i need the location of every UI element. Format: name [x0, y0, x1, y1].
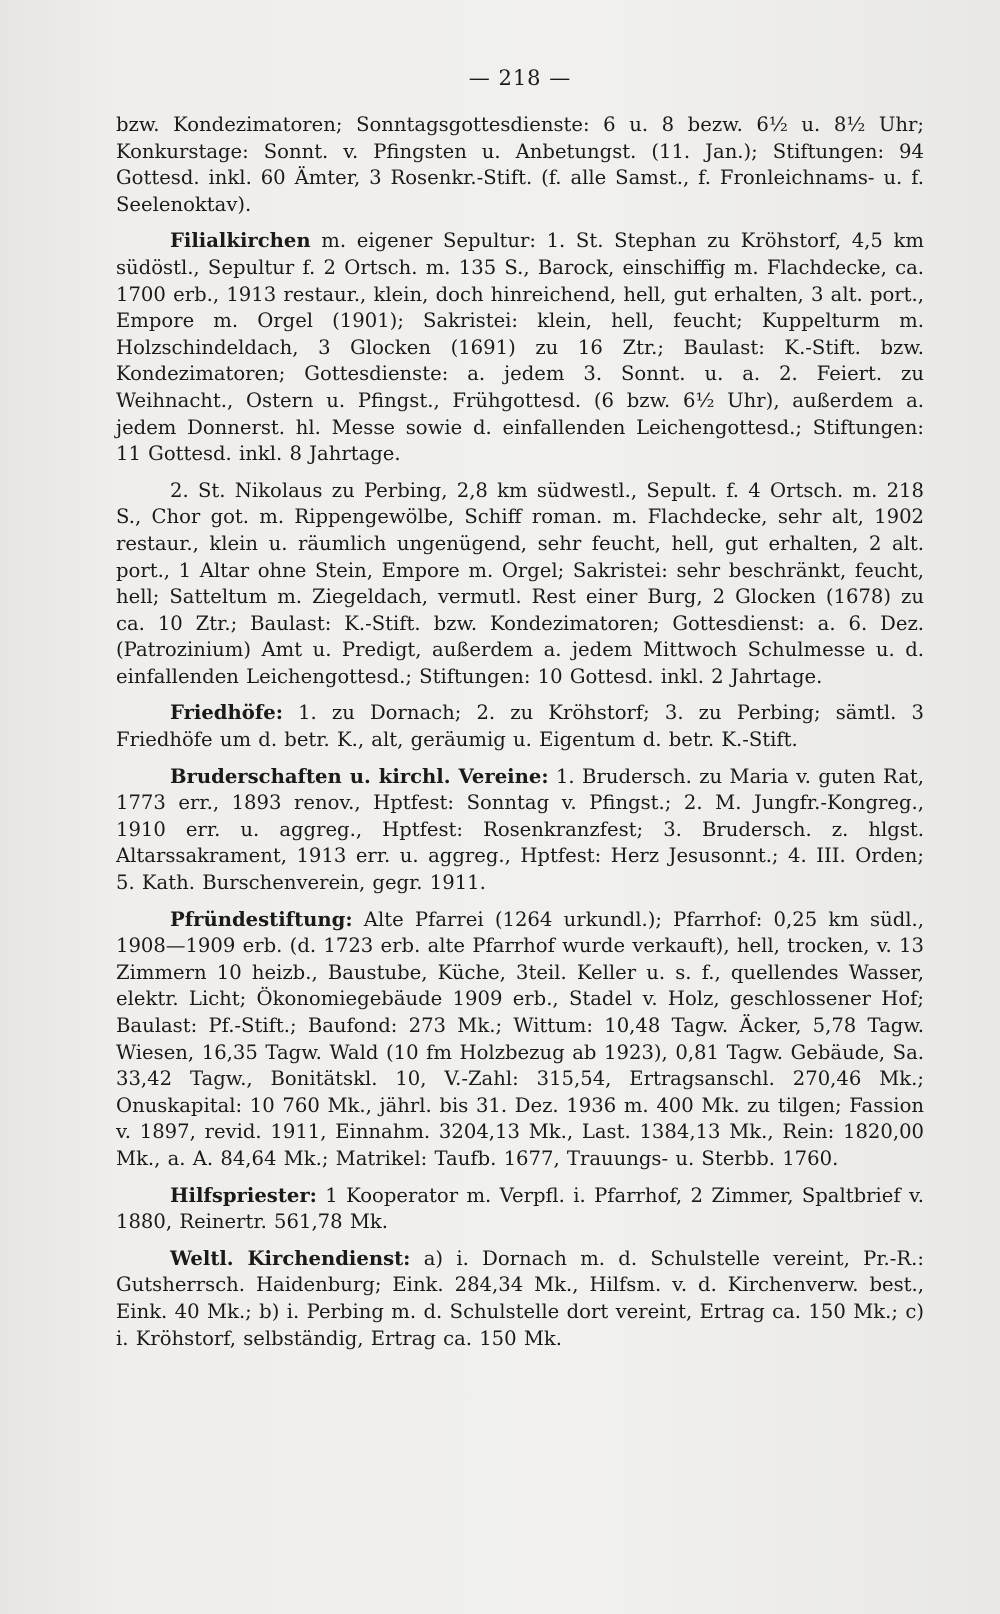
paragraph-text: Alte Pfarrei (1264 urkundl.); Pfarrhof: 0,25 km südl., 1908—1909 erb. (d. 1723 erb. alte Pfarrhof wurde verkauft), hell, trocken, v. 13 Zimmern 10 heizb., Baustube, Küche, 3teil. Keller u. s. f., quellendes Wasser, elektr. Licht; Ökonomiegebäude 1909 erb., Stadel v. Holz, geschlossener Hof; Baulast: Pf.-Stift.; Baufond: 273 Mk.; Wittum: 10,48 Tagw. Äcker, 5,78 Tagw. Wiesen, 16,35 Tagw. Wald (10 fm Holzbezug ab 1923), 0,81 Tagw. Gebäude, Sa. 33,42 Tagw., Bonitätskl. 10, V.-Zahl: 315,54, Ertragsanschl. 270,46 Mk.; Onuskapital: 10 760 Mk., jährl. bis 31. Dez. 1936 m. 400 Mk. zu tilgen; Fassion v. 1897, revid. 1911, Einnahm. 3204,13 Mk., Last. 1384,13 Mk., Rein: 1820,00 Mk., a. A. 84,64 Mk.; Matrikel: Taufb. 1677, Trauungs- u. Sterbb. 1760. [116, 907, 924, 1170]
paragraph-text: bzw. Kondezimatoren; Sonntagsgottesdienste: 6 u. 8 bezw. 6½ u. 8½ Uhr; Konkurstage: Sonnt. v. Pfingsten u. Anbetungst. (11. Jan.); Stiftungen: 94 Gottesd. inkl. 60 Ämter, 3 Rosenkr.-Stift. (f. alle Samst., f. Fronleichnams- u. f. Seelenoktav). [116, 113, 924, 216]
paragraph-text: 1. Brudersch. zu Maria v. guten Rat, 1773 err., 1893 renov., Hptfest: Sonntag v. Pfingst.; 2. M. Jungfr.-Kongreg., 1910 err. u. aggreg., Hptfest: Rosenkranzfest; 3. Brudersch. z. hlgst. Altarssakrament, 1913 err. u. aggreg., Hptfest: Herz Jesusonnt.; 4. III. Orden; 5. Kath. Burschenverein, gegr. 1911. [116, 764, 924, 895]
paragraph-heading: Filialkirchen [170, 229, 311, 253]
paragraph-text: 1. zu Dornach; 2. zu Kröhstorf; 3. zu Perbing; sämtl. 3 Friedhöfe um d. betr. K., alt, geräumig u. Eigentum d. betr. K.-Stift. [116, 701, 924, 752]
paragraph-friedhoefe [116, 700, 924, 753]
paragraph-kirchendienst [116, 1246, 924, 1352]
paragraph-text: a) i. Dornach m. d. Schulstelle vereint, Pr.-R.: Gutsherrsch. Haidenburg; Eink. 284,34 Mk., Hilfsm. v. d. Kirchenverw. best., Eink. 40 Mk.; b) i. Perbing m. d. Schulstelle dort vereint, Ertrag ca. 150 Mk.; c) i. Kröhstorf, selbständig, Ertrag ca. 150 Mk. [116, 1246, 924, 1350]
paragraph-text: 2. St. Nikolaus zu Perbing, 2,8 km südwestl., Sepult. f. 4 Ortsch. m. 218 S., Chor got. m. Rippengewölbe, Schiff roman. m. Flachdecke, sehr alt, 1902 restaur., klein u. räumlich ungenügend, sehr feucht, hell, gut erhalten, 2 alt. port., 1 Altar ohne Stein, Empore m. Orgel; Sakristei: sehr beschränkt, feucht, hell; Satteltum m. Ziegeldach, vermutl. Rest einer Burg, 2 Glocken (1678) zu ca. 10 Ztr.; Baulast: K.-Stift. bzw. Kondezimatoren; Gottesdienst: a. 6. Dez. (Patrozinium) Amt u. Predigt, außerdem a. jedem Mittwoch Schulmesse u. d. einfallenden Leichengottesd.; Stiftungen: 10 Gottesd. inkl. 2 Jahrtage. [116, 478, 924, 688]
paragraph-hilfspriester [116, 1183, 924, 1236]
paragraph-filialkirchen [116, 228, 924, 467]
page-number: — 218 — [468, 66, 572, 90]
paragraph-heading: Weltl. Kirchendienst: [170, 1246, 411, 1270]
paragraph-st-nikolaus [116, 478, 924, 691]
paragraph-text: m. eigener Sepultur: 1. St. Stephan zu Kröhstorf, 4,5 km südöstl., Sepultur f. 2 Ortsch. m. 135 S., Barock, einschiffig m. Flachdecke, ca. 1700 erb., 1913 restaur., klein, doch hinreichend, hell, gut erhalten, 3 alt. port., Empore m. Orgel (1901); Sakristei: klein, hell, feucht; Kuppelturm m. Holzschindeldach, 3 Glocken (1691) zu 16 Ztr.; Baulast: K.-Stift. bzw. Kondezimatoren; Gottesdienste: a. jedem 3. Sonnt. u. a. 2. Feiert. zu Weihnacht., Ostern u. Pfingst., Frühgottesd. (6 bzw. 6½ Uhr), außerdem a. jedem Donnerst. hl. Messe sowie d. einfallenden Leichengottesd.; Stiftungen: 11 Gottesd. inkl. 8 Jahrtage. [116, 229, 924, 466]
paragraph-heading: Friedhöfe: [170, 701, 283, 725]
paragraph-text: 1 Kooperator m. Verpfl. i. Pfarrhof, 2 Zimmer, Spaltbrief v. 1880, Reinertr. 561,78 Mk. [116, 1183, 924, 1234]
paragraph-heading: Bruderschaften u. kirchl. Vereine: [170, 764, 549, 788]
paragraph-heading: Pfründestiftung: [170, 907, 353, 931]
paragraph-sunday-services [116, 112, 924, 218]
paragraph-pfruendestiftung [116, 907, 924, 1173]
paragraph-bruderschaften [116, 764, 924, 897]
paragraph-heading: Hilfspriester: [170, 1183, 317, 1207]
